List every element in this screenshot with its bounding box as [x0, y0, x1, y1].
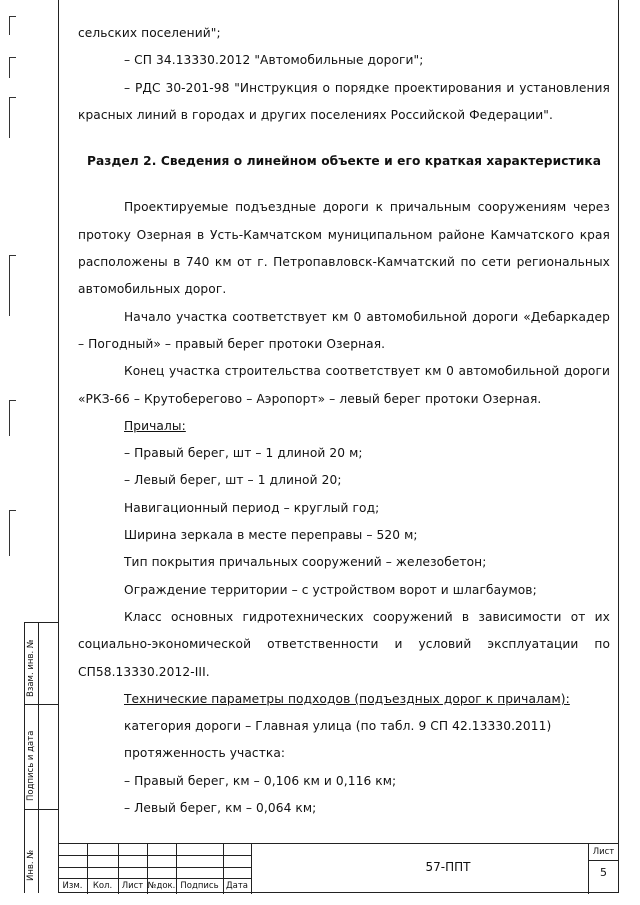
sheet-label: Лист — [592, 847, 615, 857]
document-code: 57-ППТ — [425, 860, 471, 874]
title-block-line — [251, 844, 252, 894]
paragraph: Начало участка соответствует км 0 автомобильной дороги «Дебаркадер – Погодный» – правый берег протоки Озерная. — [78, 309, 610, 351]
paragraph: – СП 34.13330.2012 "Автомобильные дороги"; — [124, 53, 424, 68]
paragraph: Конец участка строительства соответствует км 0 автомобильной дороги «РКЗ-66 – Крутоберегово – Аэропорт» – левый берег протоки Озерная. — [78, 364, 610, 406]
binding-mark — [9, 16, 16, 35]
col-data: Дата — [225, 881, 248, 891]
binding-mark — [9, 255, 16, 316]
list-item: Ограждение территории – с устройством ворот и шлагбаумов; — [124, 582, 537, 597]
title-block — [58, 843, 619, 893]
list-item: – Левый берег, шт – 1 длиной 20; — [124, 473, 342, 488]
binding-mark — [9, 97, 16, 138]
document-body — [78, 20, 610, 822]
underlined-title: Причалы: — [124, 418, 186, 433]
underlined-title: Технические параметры подходов (подъездных дорог к причалам): — [124, 691, 570, 706]
paragraph: Проектируемые подъездные дороги к причальным сооружениям через протоку Озерная в Усть-Камчатском муниципальном районе Камчатского края расположены в 740 км от г. Петропавловск-Камчатский по сети региональных автомобильных дорог. — [78, 200, 610, 297]
paragraph: – РДС 30-201-98 "Инструкция о порядке проектирования и установления красных линий в городах и других поселениях Российской Федерации". — [78, 80, 610, 122]
binding-mark — [9, 400, 16, 436]
paragraph: Класс основных гидротехнических сооружений в зависимости от их социально-экономической ответственности и условий эксплуатации по СП58.13330.2012-III. — [78, 609, 610, 679]
binding-mark — [9, 57, 16, 78]
stamp-podpis-label: Подпись и дата — [26, 730, 36, 801]
list-item: категория дороги – Главная улица (по табл. 9 СП 42.13330.2011) — [124, 719, 552, 734]
list-item: – Правый берег, км – 0,106 км и 0,116 км; — [124, 773, 397, 788]
list-item: Тип покрытия причальных сооружений – железобетон; — [124, 555, 487, 570]
section-heading: Раздел 2. Сведения о линейном объекте и его краткая характеристика — [86, 154, 602, 169]
list-item: – Левый берег, км – 0,064 км; — [124, 801, 317, 816]
title-block-line — [588, 860, 619, 861]
binding-mark — [9, 510, 16, 556]
list-item: – Правый берег, шт – 1 длиной 20 м; — [124, 446, 363, 461]
side-stamp — [24, 622, 58, 893]
list-title — [78, 686, 610, 713]
list-title — [78, 413, 610, 440]
sheet-number: 5 — [600, 866, 607, 879]
col-list: Лист — [121, 881, 144, 891]
stamp-inv-label: Инв. № — [26, 849, 36, 881]
list-item: Ширина зеркала в месте переправы – 520 м; — [124, 528, 418, 543]
col-podpis: Подпись — [180, 881, 219, 891]
paragraph: сельских поселений"; — [78, 26, 221, 40]
list-item: протяженность участка: — [124, 746, 286, 761]
col-kol: Кол. — [92, 881, 113, 891]
list-item: Навигационный период – круглый год; — [124, 500, 380, 515]
col-izm: Изм. — [62, 881, 83, 891]
stamp-vzam-label: Взам. инв. № — [26, 639, 36, 697]
col-ndok: №док. — [147, 881, 176, 891]
